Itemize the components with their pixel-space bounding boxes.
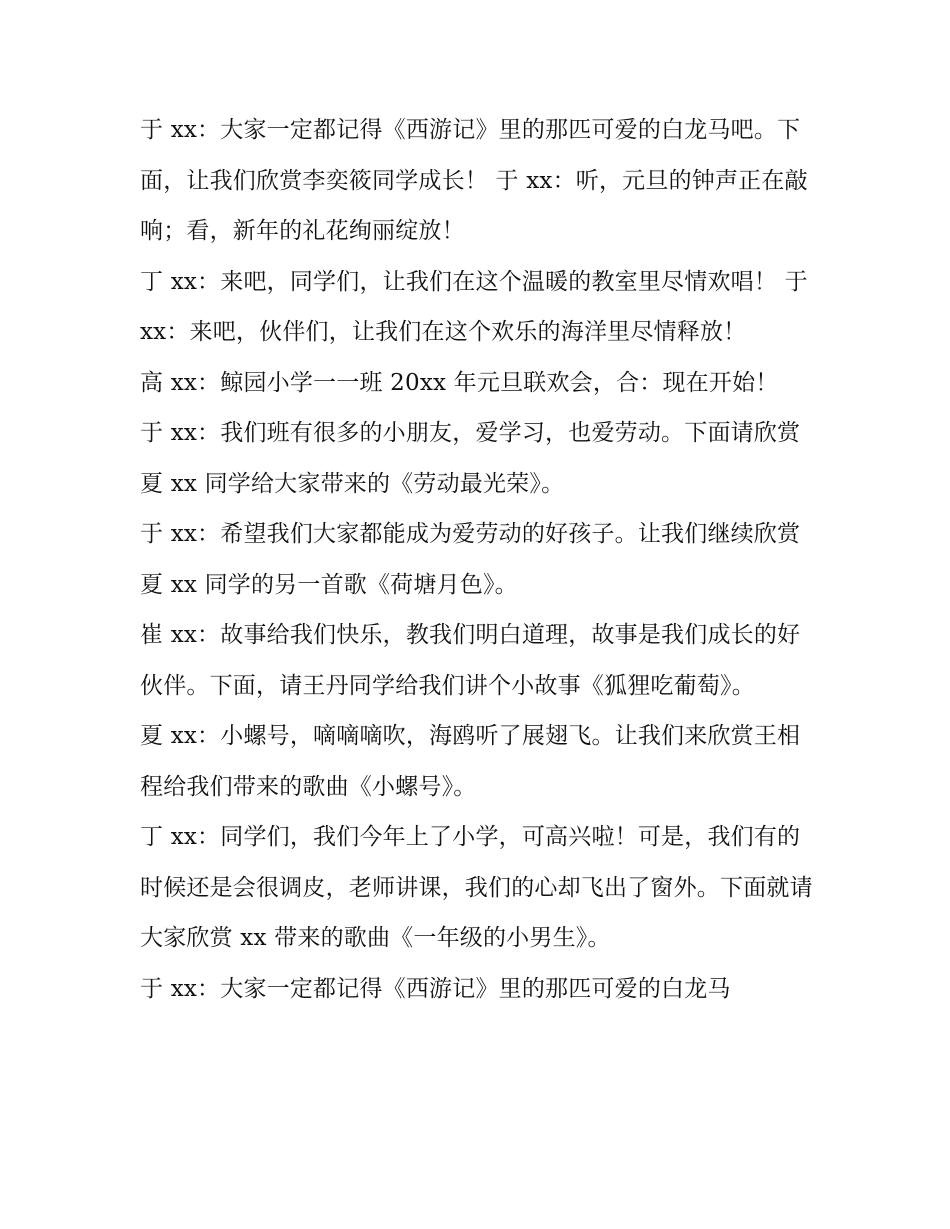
paragraph-1: 于 xx：大家一定都记得《西游记》里的那匹可爱的白龙马吧。下面，让我们欣赏李奕筱同学成长！ 于 xx：听，元旦的钟声正在敲响；看，新年的礼花绚丽绽放！: [140, 117, 808, 244]
paragraph-4: 于 xx：我们班有很多的小朋友，爱学习，也爱劳动。下面请欣赏夏 xx 同学给大家带来的《劳动最光荣》。: [140, 420, 801, 497]
paragraph-7: 夏 xx：小螺号，嘀嘀嘀吹，海鸥听了展翅飞。让我们来欣赏王相程给我们带来的歌曲《小螺号》。: [140, 723, 801, 800]
paragraph-6: 崔 xx：故事给我们快乐，教我们明白道理，故事是我们成长的好伙伴。下面，请王丹同学给我们讲个小故事《狐狸吃葡萄》。: [140, 622, 801, 699]
paragraph-3: 高 xx：鲸园小学一一班 20xx 年元旦联欢会，合：现在开始！: [140, 369, 779, 396]
document-body: [140, 105, 820, 1014]
paragraph-2: 丁 xx：来吧，同学们，让我们在这个温暖的教室里尽情欢唱！ 于 xx：来吧，伙伴们，让我们在这个欢乐的海洋里尽情释放！: [140, 268, 808, 345]
paragraph-8: 丁 xx：同学们，我们今年上了小学，可高兴啦！可是，我们有的时候还是会很调皮，老师讲课，我们的心却飞出了窗外。下面就请大家欣赏 xx 带来的歌曲《一年级的小男生》。: [140, 824, 813, 951]
paragraph-9: 于 xx：大家一定都记得《西游记》里的那匹可爱的白龙马: [140, 975, 731, 1002]
paragraph-5: 于 xx：希望我们大家都能成为爱劳动的好孩子。让我们继续欣赏夏 xx 同学的另一首歌《荷塘月色》。: [140, 521, 801, 598]
